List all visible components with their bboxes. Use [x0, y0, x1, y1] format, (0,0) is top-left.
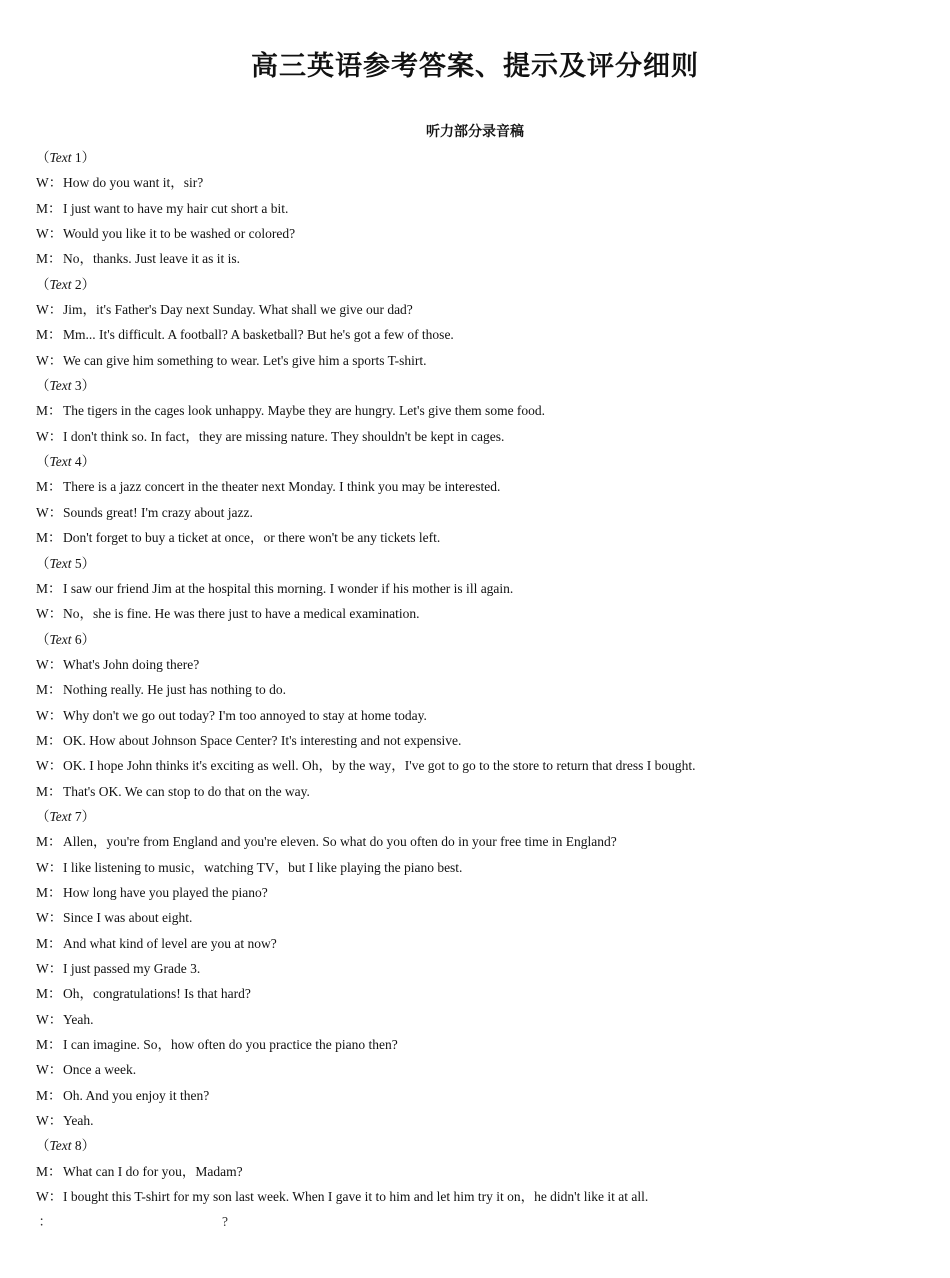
text-marker-word: Text [49, 150, 72, 165]
dialog-line [36, 931, 926, 956]
utterance-text: Mm... It's difficult. A football? A basketball? But he's got a few of those. [63, 327, 454, 343]
transcript [36, 145, 926, 1235]
speaker-label: W： [36, 352, 63, 368]
dialog-line [36, 474, 926, 499]
utterance-text: No，she is fine. He was there just to have a medical examination. [63, 606, 420, 622]
text-marker-word: Text [49, 1138, 72, 1154]
dialog-line [36, 1184, 926, 1209]
speaker-label: M： [36, 580, 62, 596]
speaker-label: M： [36, 251, 62, 267]
utterance-text: What's John doing there? [63, 656, 200, 672]
utterance-text: Allen，you're from England and you're eleven. So what do you often do in your free time in England? [63, 834, 617, 850]
dialog-line [36, 779, 926, 804]
dialog-line [36, 1032, 926, 1057]
section-heading: 听力部分录音稿 [426, 124, 524, 140]
speaker-label: M： [36, 884, 62, 900]
speaker-label: W： [36, 226, 63, 242]
speaker-label: W： [36, 1189, 63, 1205]
text-marker: （Text 2） [36, 276, 96, 292]
dialog-line [36, 652, 926, 677]
utterance-text: Why don't we go out today? I'm too annoyed to stay at home today. [63, 707, 427, 723]
utterance-text: Oh. And you enjoy it then? [63, 1087, 210, 1103]
speaker-label: M： [36, 682, 62, 698]
dialog-line [36, 170, 926, 195]
utterance-text: OK. I hope John thinks it's exciting as well. Oh，by the way，I've got to go to the store to return that dress I bought. [63, 758, 696, 774]
dialog-line [36, 500, 926, 525]
text-marker-word: Text [49, 808, 72, 824]
utterance-text: No，thanks. Just leave it as it is. [63, 251, 240, 267]
utterance-text: Since I was about eight. [63, 910, 193, 926]
text-marker-word: Text [49, 454, 72, 470]
speaker-label: M： [36, 935, 62, 951]
speaker-label: W： [36, 428, 63, 444]
utterance-text: I can imagine. So，how often do you practice the piano then? [63, 1037, 398, 1053]
speaker-label: M： [36, 200, 62, 216]
dialog-line [36, 196, 926, 221]
speaker-label: M： [36, 1037, 62, 1053]
dialog-line [36, 1057, 926, 1082]
utterance-text: How long have you played the piano? [63, 884, 268, 900]
text-marker: （Text 4） [36, 454, 96, 470]
utterance-text: I saw our friend Jim at the hospital this morning. I wonder if his mother is ill again. [63, 580, 514, 596]
text-marker-number: 3 [74, 378, 82, 394]
utterance-text: OK. How about Johnson Space Center? It's interesting and not expensive. [63, 732, 462, 748]
utterance-text: Would you like it to be washed or colored? [63, 226, 296, 242]
speaker-label: W： [36, 1113, 63, 1129]
utterance-text: I don't think so. In fact，they are missing nature. They shouldn't be kept in cages. [63, 428, 505, 444]
utterance-text: Nothing really. He just has nothing to do. [63, 682, 286, 698]
utterance-text: And what kind of level are you at now? [63, 935, 277, 951]
speaker-label: M： [36, 834, 62, 850]
text-marker: （Text 7） [36, 808, 96, 824]
dialog-line [36, 1108, 926, 1133]
utterance-text: I just want to have my hair cut short a bit. [63, 200, 289, 216]
dialog-line [36, 424, 926, 449]
text-marker-word: Text [49, 378, 72, 394]
dialog-line [36, 981, 926, 1006]
dialog-line [36, 525, 926, 550]
utterance-text: I bought this T-shirt for my son last week. When I gave it to him and let him try it on，he didn't like it at all. [63, 1189, 649, 1205]
dialog-line [36, 246, 926, 271]
dialog-line [36, 348, 926, 373]
dialog-line [36, 1007, 926, 1032]
dialog-line [36, 956, 926, 981]
speaker-label: W： [36, 302, 63, 318]
dialog-line [36, 1083, 926, 1108]
text-marker-number: 8 [74, 1138, 82, 1154]
speaker-label: W： [36, 961, 63, 976]
utterance-text: I like listening to music，watching TV，but I like playing the piano best. [63, 859, 463, 875]
text-marker: （Text 6） [36, 631, 96, 647]
speaker-label: M： [36, 327, 62, 343]
page-title: 高三英语参考答案、提示及评分细则 [251, 51, 699, 82]
utterance-text: What can I do for you，Madam? [63, 1163, 243, 1179]
text-marker-number: 1 [74, 150, 82, 165]
dialog-line [36, 1159, 926, 1184]
utterance-text: Yeah. [63, 1113, 94, 1129]
speaker-label: W： [36, 758, 63, 774]
cut-off-line [36, 1209, 926, 1234]
dialog-line [36, 221, 926, 246]
text-marker: （Text 3） [36, 378, 96, 394]
text-marker-number: 7 [74, 808, 82, 824]
speaker-label: M： [36, 403, 62, 419]
speaker-label: M： [36, 1163, 62, 1179]
utterance-text: I just passed my Grade 3. [63, 961, 201, 976]
speaker-label: M： [36, 732, 62, 748]
utterance-text: There is a jazz concert in the theater next Monday. I think you may be interested. [63, 479, 501, 495]
dialog-line [36, 703, 926, 728]
speaker-label: M： [36, 530, 62, 546]
utterance-text: The tigers in the cages look unhappy. Maybe they are hungry. Let's give them some food. [63, 403, 546, 419]
dialog-line [36, 728, 926, 753]
utterance-text: Jim，it's Father's Day next Sunday. What shall we give our dad? [63, 302, 413, 318]
dialog-line [36, 576, 926, 601]
speaker-label: W： [36, 175, 63, 191]
dialog-line [36, 677, 926, 702]
speaker-label: W： [36, 1011, 63, 1027]
speaker-label: M： [36, 1087, 62, 1103]
speaker-label: M： [36, 479, 62, 495]
utterance-text: Yeah. [63, 1011, 94, 1027]
speaker-label: W： [36, 1062, 63, 1078]
text-marker-word: Text [49, 631, 72, 647]
utterance-text: Once a week. [63, 1062, 137, 1078]
dialog-line [36, 905, 926, 930]
utterance-text: ? [222, 1214, 228, 1230]
dialog-line [36, 398, 926, 423]
text-marker-number: 5 [74, 555, 82, 571]
speaker-label: M： [36, 986, 62, 1002]
text-marker-number: 2 [74, 276, 82, 292]
dialog-line [36, 855, 926, 880]
speaker-label: ： [38, 1214, 52, 1230]
speaker-label: W： [36, 910, 63, 926]
dialog-line [36, 322, 926, 347]
utterance-text: Oh，congratulations! Is that hard? [63, 986, 251, 1002]
utterance-text: Sounds great! I'm crazy about jazz. [63, 504, 253, 520]
text-marker-number: 4 [74, 454, 82, 470]
speaker-label: W： [36, 504, 63, 520]
text-marker: （Text 1） [36, 150, 96, 165]
utterance-text: That's OK. We can stop to do that on the way. [63, 783, 310, 799]
speaker-label: W： [36, 656, 63, 672]
dialog-line [36, 829, 926, 854]
speaker-label: W： [36, 606, 63, 622]
utterance-text: How do you want it，sir? [63, 175, 204, 191]
speaker-label: W： [36, 859, 63, 875]
utterance-text: We can give him something to wear. Let's give him a sports T-shirt. [63, 352, 427, 368]
dialog-line [36, 601, 926, 626]
speaker-label: W： [36, 707, 63, 723]
text-marker-number: 6 [74, 631, 82, 647]
text-marker-word: Text [49, 555, 72, 571]
text-marker-word: Text [49, 276, 72, 292]
text-marker: （Text 5） [36, 555, 96, 571]
text-marker: （Text 8） [36, 1138, 96, 1154]
dialog-line [36, 880, 926, 905]
utterance-text: Don't forget to buy a ticket at once，or there won't be any tickets left. [63, 530, 441, 546]
dialog-line [36, 753, 926, 778]
speaker-label: M： [36, 783, 62, 799]
dialog-line [36, 297, 926, 322]
